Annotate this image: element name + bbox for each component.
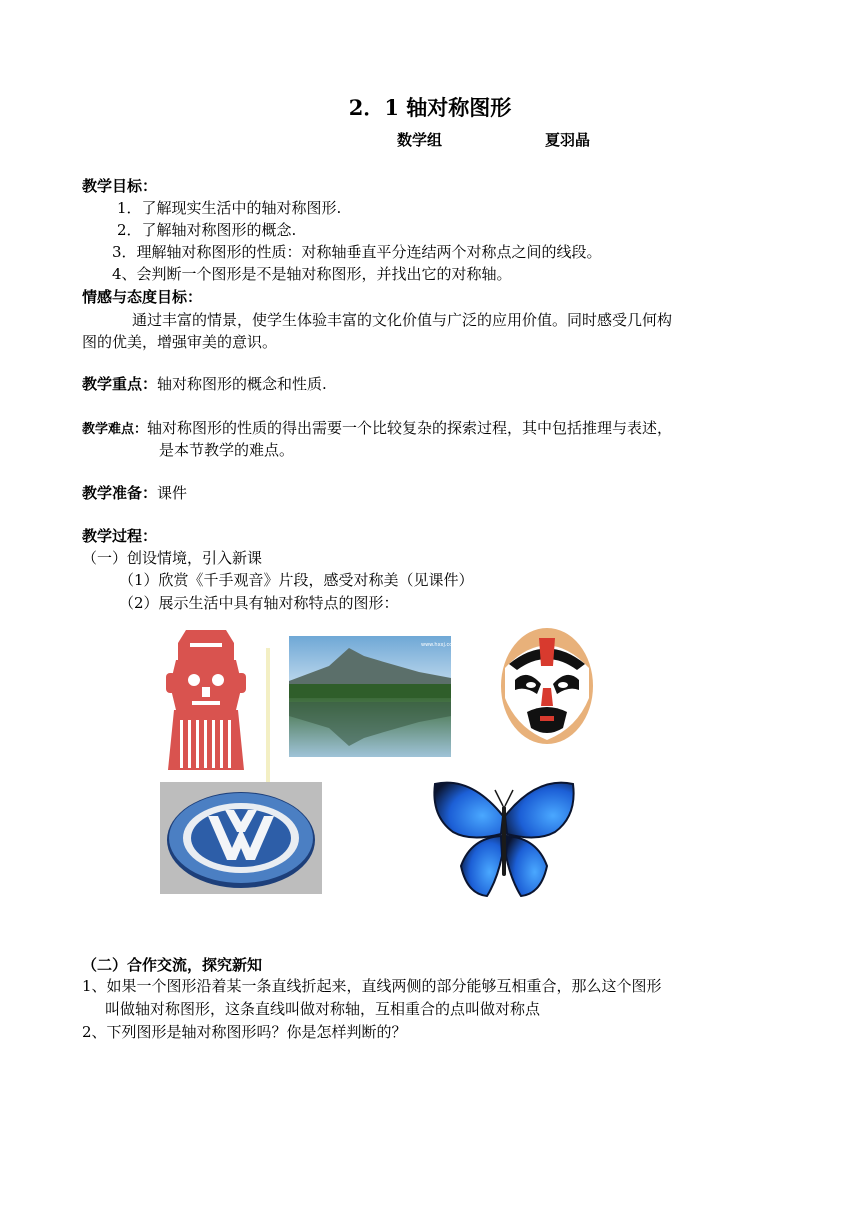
section-2-item-2: 2、下列图形是轴对称图形吗？你是怎样判断的？ [82, 1023, 407, 1041]
section-2-item-1-line-1: 1、如果一个图形沿着某一条直线折起来，直线两侧的部分能够互相重合，那么这个图形 [82, 977, 662, 995]
difficulty-label: 教学难点： [82, 422, 148, 437]
process-section-1: （一）创设情境，引入新课 [82, 549, 263, 567]
photo-watermark: www.hxxj.com [421, 642, 458, 648]
mountain-lake-image [289, 636, 458, 757]
process-item-2: （2）展示生活中具有轴对称特点的图形： [119, 594, 399, 612]
difficulty-line-2: 是本节教学的难点。 [159, 441, 295, 459]
emotion-line-1: 通过丰富的情景，使学生体验丰富的文化价值与广泛的应用价值。同时感受几何构 [132, 311, 673, 329]
emotion-line-2: 图的优美，增强审美的意识。 [82, 333, 278, 351]
objective-item-3: 3．理解轴对称图形的性质：对称轴垂直平分连结两个对称点之间的线段。 [112, 243, 602, 261]
author-name: 夏羽晶 [545, 131, 591, 149]
author-group: 数学组 [397, 131, 443, 149]
opera-mask-image [497, 628, 597, 748]
section-2-item-1-line-2: 叫做轴对称图形，这条直线叫做对称轴，互相重合的点叫做对称点 [105, 1000, 541, 1018]
preparation-text: 课件 [157, 484, 188, 502]
papercut-mask-image [156, 625, 256, 775]
objective-item-4: 4、会判断一个图形是不是轴对称图形，并找出它的对称轴。 [112, 265, 512, 283]
process-heading: 教学过程： [82, 527, 158, 545]
difficulty-line-1: 轴对称图形的性质的得出需要一个比较复杂的探索过程，其中包括推理与表述， [147, 419, 673, 437]
difficulty [82, 418, 672, 440]
objective-item-2: 2．了解轴对称图形的概念. [117, 221, 297, 239]
vw-logo-image [160, 782, 322, 894]
divider-stick [266, 648, 270, 782]
key-point [82, 374, 327, 394]
objective-item-1: 1．了解现实生活中的轴对称图形. [117, 199, 342, 217]
butterfly-image [431, 776, 577, 912]
section-2-heading: （二）合作交流，探究新知 [82, 956, 263, 974]
objectives-heading: 教学目标： [82, 177, 158, 195]
preparation-label: 教学准备： [82, 484, 158, 502]
key-point-label: 教学重点： [82, 375, 158, 393]
key-point-text: 轴对称图形的概念和性质. [157, 375, 327, 393]
document-title: 2．1 轴对称图形 [348, 95, 512, 120]
emotion-heading: 情感与态度目标： [82, 288, 203, 306]
preparation [82, 483, 187, 503]
process-item-1: （1）欣赏《千手观音》片段，感受对称美（见课件） [119, 571, 474, 589]
